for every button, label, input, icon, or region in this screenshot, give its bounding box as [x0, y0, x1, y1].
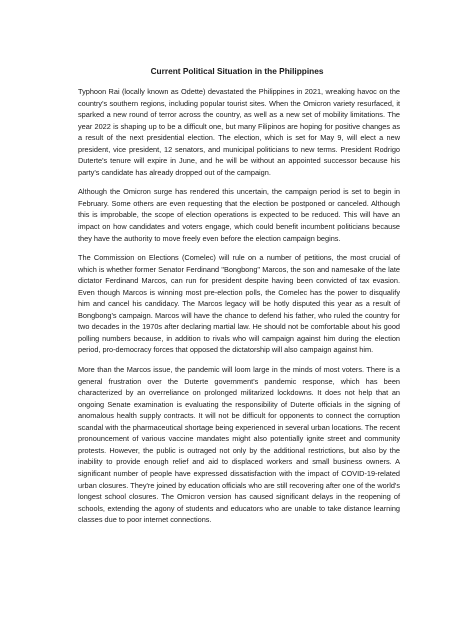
paragraph-2: Although the Omicron surge has rendered this uncertain, the campaign period is set to begin in February. Some others are even requesting that the election be postponed or canceled. Although this is improbable, the scope of election operations is expected to be reduced. This will have an impact on how candidates and voters engage, which could benefit incumbent politicians because they have the authority to move freely even before the election campaign begins.	[78, 187, 400, 243]
document-title: Current Political Situation in the Philippines	[150, 66, 324, 76]
paragraph-1: Typhoon Rai (locally known as Odette) devastated the Philippines in 2021, wreaking havoc on the country's southern regions, including popular tourist sites. When the Omicron variety resurfaced, it sparked a new round of terror across the country, as well as a new set of mobility limitations. The year 2022 is shaping up to be a difficult one, but many Filipinos are hoping for positive changes as a result of the next presidential election. The election, which is set for May 9, will elect a new president, vice president, 12 senators, and municipal politicians to new terms. President Rodrigo Duterte's tenure will expire in June, and he will be without an appointed successor because his party's candidate has already dropped out of the campaign.	[78, 87, 400, 177]
paragraph-3: The Commission on Elections (Comelec) will rule on a number of petitions, the most crucial of which is whether former Senator Ferdinand "Bongbong" Marcos, the son and namesake of the late dictator Ferdinand Marcos, can run for president despite having been convicted of tax evasion. Even though Marcos is winning most pre-election polls, the Comelec has the power to disqualify him and cancel his candidacy. The Marcos legacy will be hotly disputed this year as a result of Bongbong's campaign. Marcos will have the chance to defend his father, who ruled the country for two decades in the 1970s after declaring martial law. He should not be comfortable about his good polling numbers because, in addition to rivals who will campaign against him during the election period, pro-democracy forces that opposed the dictatorship will also campaign against him.	[78, 253, 400, 355]
document-body	[78, 86, 400, 534]
paragraph-4: More than the Marcos issue, the pandemic will loom large in the minds of most voters. There is a general frustration over the Duterte government's pandemic response, which has been characterized by an overreliance on prolonged militarized lockdowns. It does not help that an ongoing Senate examination is evaluating the responsibility of Duterte officials in the signing of anomalous health supply contracts. It will not be difficult for opponents to connect the corruption scandal with the pharmaceutical shortage being experienced in several urban locations. The recent pronouncement of various vaccine mandates might also potentially ignite street and community protests. However, the public is outraged not only by the additional restrictions, but also by the inability to provide enough relief and aid to displaced workers and small business owners. A significant number of people have expressed dissatisfaction with the impact of COVID-19-related urban closures. They're joined by education officials who are still recovering after one of the world's longest school closures. The Omicron version has caused significant delays in the reopening of schools, extending the agony of students and educators who are unable to take distance learning classes due to poor internet connections.	[78, 365, 400, 525]
